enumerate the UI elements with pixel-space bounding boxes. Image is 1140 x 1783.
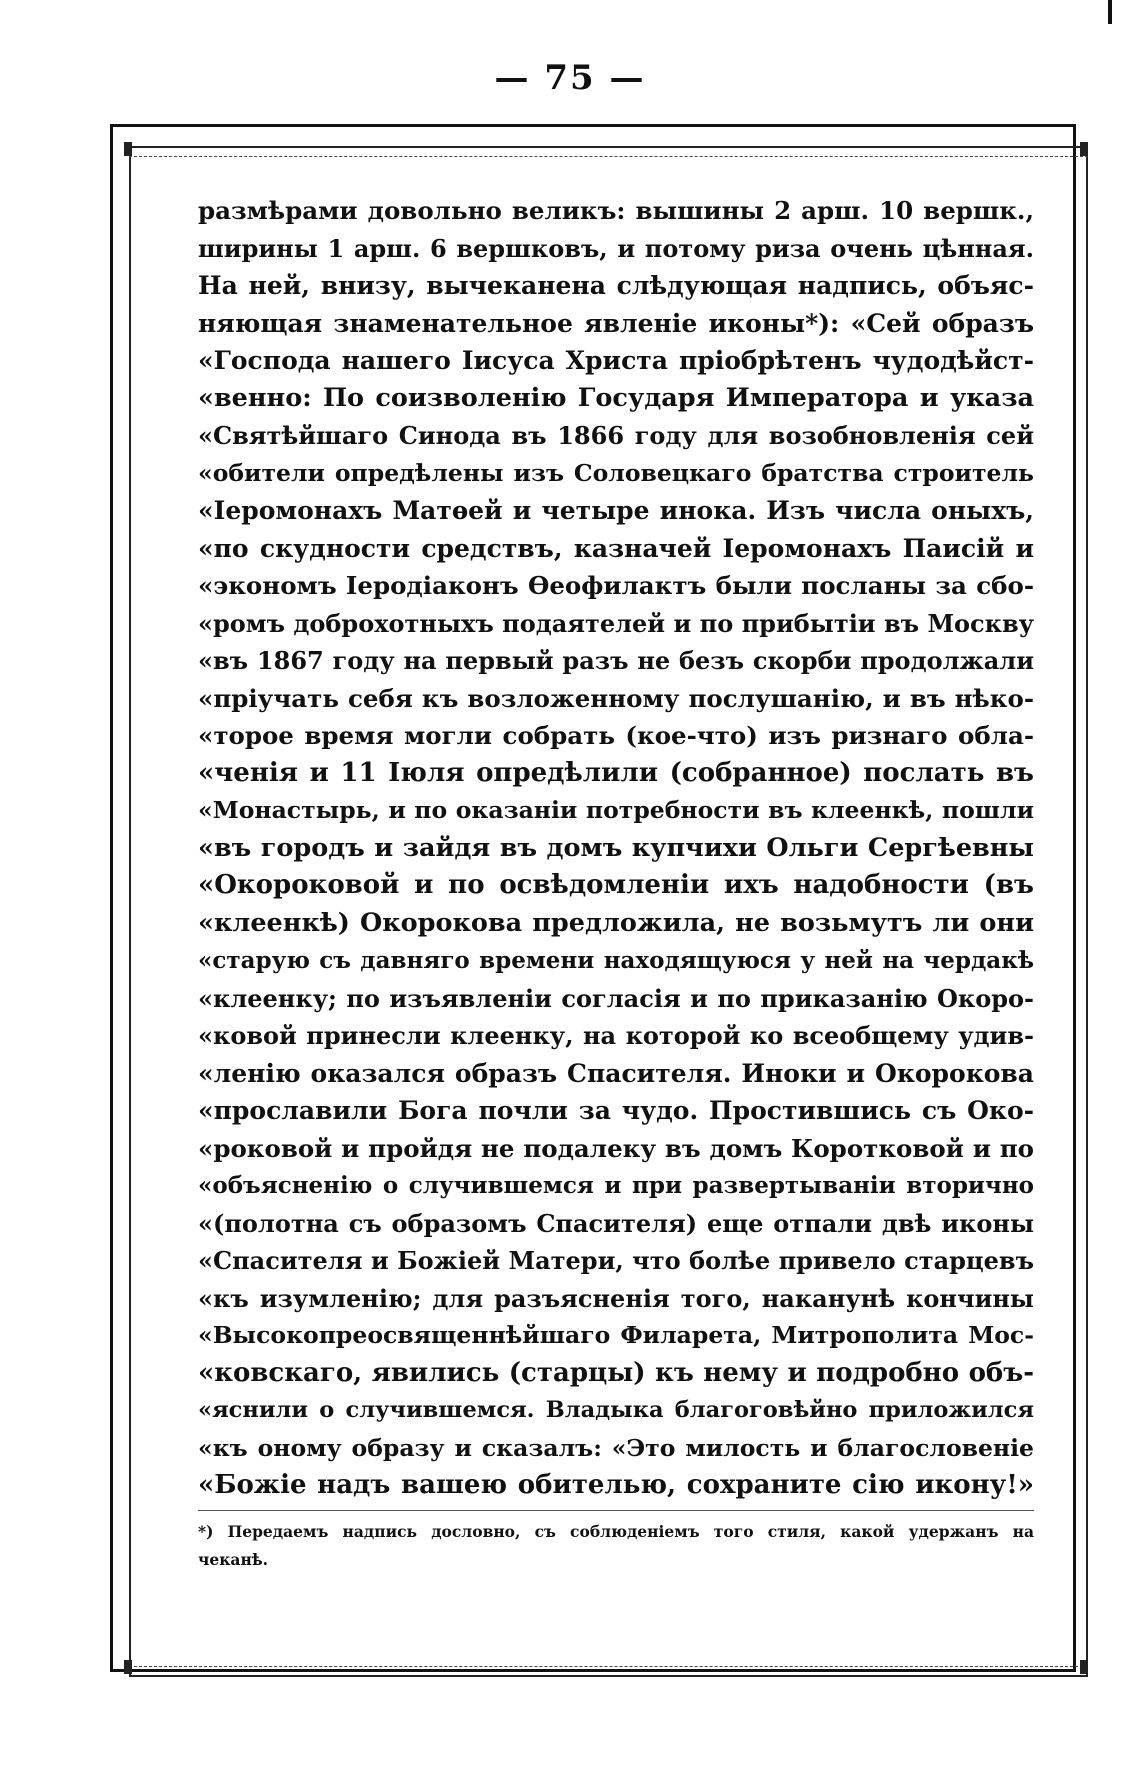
text-line: «ромъ доброхотныхъ подаятелей и по прибытіи въ Москву (198, 608, 1034, 638)
frame-corner-top-left (124, 142, 132, 156)
text-line: «въ городъ и зайдя въ домъ купчихи Ольги Сергѣевны (198, 832, 1034, 863)
text-line: «ковой принесли клеенку, на которой ко всеобщему удив- (198, 1021, 1034, 1050)
text-line: ширины 1 арш. 6 вершковъ, и потому риза очень цѣнная. (198, 233, 1034, 263)
page-number: — 75 — (494, 58, 646, 98)
text-line: няющая знаменательное явленіе иконы*): «Сей образъ (198, 308, 1034, 338)
text-line: «ленію оказался образъ Спасителя. Иноки и Окорокова (198, 1058, 1034, 1088)
footnote (198, 1518, 1034, 1574)
footnote-line: чеканѣ. (198, 1550, 269, 1569)
page-edge-mark (1108, 0, 1112, 24)
text-line: «ковскаго, явились (старцы) къ нему и подробно объ- (198, 1357, 1034, 1388)
text-line: «Окороковой и по освѣдомленіи ихъ надобности (въ (198, 870, 1034, 900)
body-text (198, 192, 1034, 1505)
footnote-divider (198, 1510, 1034, 1511)
text-line: «старую съ давняго времени находящуюся у ней на чердакѣ (198, 947, 1034, 974)
text-line: «прославили Бога почли за чудо. Простившись съ Око- (198, 1096, 1034, 1125)
frame-top-rule (129, 156, 1088, 157)
text-line: «(полотна съ образомъ Спасителя) еще отпали двѣ иконы (198, 1208, 1034, 1238)
text-line: «экономъ Іеродіаконъ Ѳеофилактъ были посланы за сбо- (198, 571, 1034, 600)
text-line: «Монастырь, и по оказаніи потребности въ клеенкѣ, пошли (198, 796, 1034, 824)
frame-corner-top-right (1080, 142, 1088, 156)
text-line: «ченія и 11 Іюля опредѣлили (собранное) послать въ (198, 757, 1034, 788)
footnote-line: *) Передаемъ надпись дословно, съ соблюденіемъ того стиля, какой удержанъ на (198, 1522, 1034, 1541)
text-line: «Господа нашего Іисуса Христа пріобрѣтенъ чудодѣйст- (198, 346, 1034, 375)
text-line: «въ 1867 году на первый разъ не безъ скорби продолжали (198, 646, 1034, 675)
frame-corner-bottom-left (124, 1660, 132, 1674)
text-line: размѣрами довольно великъ: вышины 2 арш. 10 вершк., (198, 196, 1034, 225)
text-line: «къ оному образу и сказалъ: «Это милость и благословеніе (198, 1433, 1034, 1462)
text-line: На ней, внизу, вычеканена слѣдующая надпись, объяс- (198, 271, 1034, 300)
text-line: «клеенку; по изъявленіи согласія и по приказанію Окоро- (198, 983, 1034, 1013)
text-line: «Святѣйшаго Синода въ 1866 году для возобновленія сей (198, 421, 1034, 450)
text-line: «клеенкѣ) Окорокова предложила, не возьмутъ ли они (198, 907, 1034, 938)
frame-corner-bottom-right (1080, 1660, 1088, 1674)
text-line: «венно: По соизволенію Государя Императора и указа (198, 382, 1034, 413)
text-line: «торое время могли собрать (кое-что) изъ ризнаго обла- (198, 721, 1034, 750)
text-line: «яснили о случившемся. Владыка благоговѣйно приложился (198, 1397, 1034, 1423)
text-line: «роковой и пройдя не подалеку въ домъ Коротковой и по (198, 1133, 1034, 1163)
text-line: «Высокопреосвященнѣйшаго Филарета, Митрополита Мос- (198, 1321, 1034, 1349)
text-line: «пріучать себя къ возложенному послушанію, и въ нѣко- (198, 683, 1034, 713)
text-line: «обители опредѣлены изъ Соловецкаго братства строитель (198, 458, 1034, 487)
frame-bottom-rule (129, 1666, 1088, 1667)
text-line: «по скудности средствъ, казначей Іеромонахъ Паисій и (198, 533, 1034, 563)
text-line: «Спасителя и Божіей Матери, что болѣе привело старцевъ (198, 1246, 1034, 1275)
text-line: «Божіе надъ вашею обителью, сохраните сію икону!» (198, 1470, 1034, 1500)
text-line: «Іеромонахъ Матѳей и четыре инока. Изъ числа оныхъ, (198, 496, 1034, 525)
text-line: «объясненію о случившемся и при развертываніи вторично (198, 1172, 1034, 1199)
text-line: «къ изумленію; для разъясненія того, наканунѣ кончины (198, 1283, 1034, 1313)
